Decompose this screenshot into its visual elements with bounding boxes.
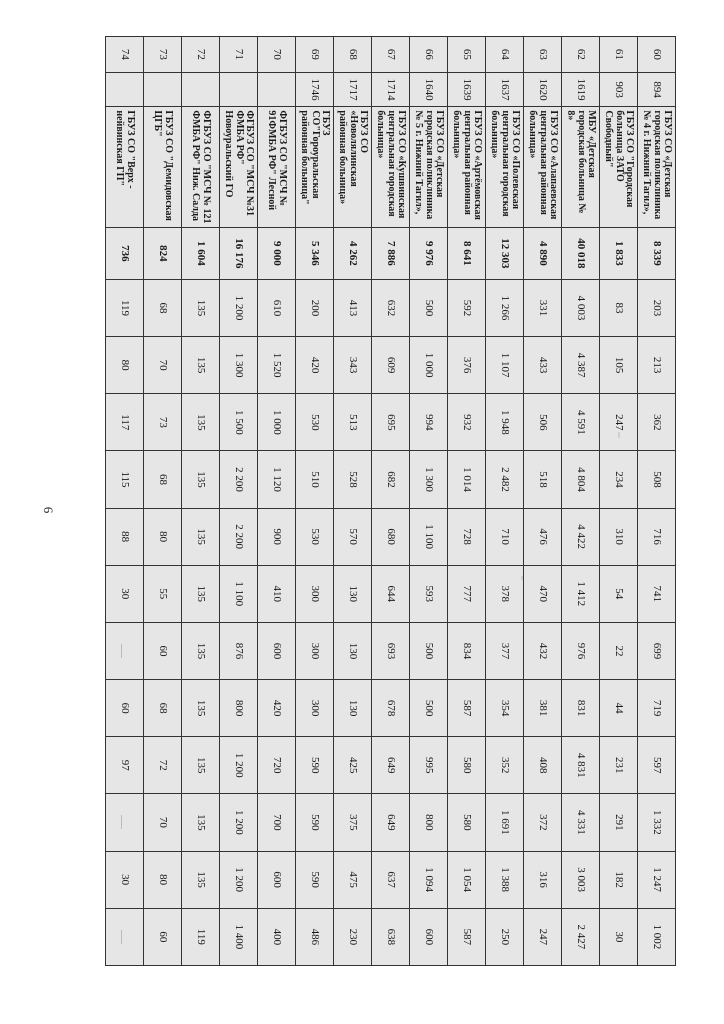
month-value-cell: 976 <box>562 622 600 679</box>
month-value-cell: 831 <box>562 680 600 737</box>
row-number-cell: 65 <box>448 37 486 73</box>
org-code-cell <box>106 72 144 107</box>
month-value-cell: 720 <box>258 737 296 794</box>
month-value-cell: 300 <box>296 622 334 679</box>
month-value-cell: 1 691 <box>486 794 524 851</box>
org-name-cell: ГБУЗ СО"Гороуральская районная больница" <box>296 107 334 227</box>
month-value-cell: 375 <box>334 794 372 851</box>
org-code-cell <box>220 72 258 107</box>
month-value-cell: 1 100 <box>410 508 448 565</box>
month-value-cell: 213 <box>638 337 676 394</box>
month-value-cell: 506 <box>524 394 562 451</box>
org-name-cell: ГБУЗ СО «Детская городская поликлиника № 5 г. Нижний Тагил», <box>410 107 448 227</box>
month-value-cell: 80 <box>144 851 182 908</box>
month-value-cell: 83 <box>600 279 638 336</box>
annual-total-cell: 8 339 <box>638 227 676 279</box>
month-value-cell: 500 <box>410 680 448 737</box>
month-value-cell: 510 <box>296 451 334 508</box>
month-value-cell: 649 <box>372 794 410 851</box>
month-value-cell: 4 804 <box>562 451 600 508</box>
org-name-cell: ФГБУЗ СО "МСЧ № 91ФМБА РФ" Лесной <box>258 107 296 227</box>
month-value-cell: 530 <box>296 394 334 451</box>
table-body <box>106 37 676 966</box>
month-value-cell: 741 <box>638 565 676 622</box>
annual-total-cell: 5 346 <box>296 227 334 279</box>
table-row <box>562 37 600 966</box>
month-value-cell: 682 <box>372 451 410 508</box>
month-value-cell: 105 <box>600 337 638 394</box>
month-value-cell: 432 <box>524 622 562 679</box>
month-value-cell: 2 482 <box>486 451 524 508</box>
month-value-cell: 500 <box>410 622 448 679</box>
month-value-cell: 590 <box>296 737 334 794</box>
month-value-cell: 352 <box>486 737 524 794</box>
month-value-cell: 710 <box>486 508 524 565</box>
month-value-cell: 4 003 <box>562 279 600 336</box>
table-row <box>182 37 220 966</box>
month-value-cell: 777 <box>448 565 486 622</box>
month-value-cell: 834 <box>448 622 486 679</box>
month-value-cell: 135 <box>182 794 220 851</box>
month-value-cell: 513 <box>334 394 372 451</box>
month-value-cell: 135 <box>182 508 220 565</box>
month-value-cell: 3 003 <box>562 851 600 908</box>
month-value-cell: 135 <box>182 622 220 679</box>
month-value-cell: 600 <box>410 908 448 965</box>
month-value-cell: 362 <box>638 394 676 451</box>
month-value-cell: 693 <box>372 622 410 679</box>
month-value-cell: 182 <box>600 851 638 908</box>
month-value-cell: 119 <box>106 279 144 336</box>
month-value-cell: 433 <box>524 337 562 394</box>
month-value-cell: 54 <box>600 565 638 622</box>
month-value-cell: 475 <box>334 851 372 908</box>
table-row <box>600 37 638 966</box>
month-value-cell: 115 <box>106 451 144 508</box>
org-code-cell <box>258 72 296 107</box>
month-value-cell: 4 331 <box>562 794 600 851</box>
org-name-cell: ГБУЗ СО "Городская больница ЗАТО Свободный" <box>600 107 638 227</box>
month-value-cell: 372 <box>524 794 562 851</box>
empty-cell-mark <box>121 815 122 829</box>
month-value-cell: 310 <box>600 508 638 565</box>
month-value-cell: 135 <box>182 565 220 622</box>
month-value-cell: 300 <box>296 680 334 737</box>
month-value-cell: 420 <box>296 337 334 394</box>
month-value-cell: 470 <box>524 565 562 622</box>
row-number-cell: 70 <box>258 37 296 73</box>
month-value-cell: 117 <box>106 394 144 451</box>
month-value-cell: 135 <box>182 851 220 908</box>
month-value-cell: 587 <box>448 680 486 737</box>
month-value-cell: 420 <box>258 680 296 737</box>
month-value-cell: 376 <box>448 337 486 394</box>
month-value-cell: 1 014 <box>448 451 486 508</box>
annual-total-cell: 4 890 <box>524 227 562 279</box>
month-value-cell: 425 <box>334 737 372 794</box>
month-value-cell: 88 <box>106 508 144 565</box>
month-value-cell: 291 <box>600 794 638 851</box>
org-name-cell: ГБУЗ СО "Демидовская ЦГБ" <box>144 107 182 227</box>
table-row <box>486 37 524 966</box>
annual-total-cell: 9 976 <box>410 227 448 279</box>
annual-total-cell: 736 <box>106 227 144 279</box>
month-value-cell: 22 <box>600 622 638 679</box>
month-value-cell: 300 <box>296 565 334 622</box>
month-value-cell: 200 <box>296 279 334 336</box>
month-value-cell: 73 <box>144 394 182 451</box>
month-value-cell: 70 <box>144 794 182 851</box>
data-table <box>105 36 676 966</box>
month-value-cell: 354 <box>486 680 524 737</box>
org-code-cell: 1619 <box>562 72 600 107</box>
org-code-cell: 903 <box>600 72 638 107</box>
month-value-cell: 592 <box>448 279 486 336</box>
month-value-cell: 680 <box>372 508 410 565</box>
row-number-cell: 68 <box>334 37 372 73</box>
month-value-cell: 247 <box>600 394 638 451</box>
month-value-cell: 234 <box>600 451 638 508</box>
month-value-cell: 135 <box>182 737 220 794</box>
org-code-cell: 894 <box>638 72 676 107</box>
month-value-cell: 500 <box>410 279 448 336</box>
table-row <box>372 37 410 966</box>
month-value-cell: 230 <box>334 908 372 965</box>
month-value-cell: 486 <box>296 908 334 965</box>
month-value-cell: 1 520 <box>258 337 296 394</box>
org-code-cell: 1620 <box>524 72 562 107</box>
row-number-cell: 71 <box>220 37 258 73</box>
month-value-cell: 30 <box>106 565 144 622</box>
org-code-cell <box>182 72 220 107</box>
month-value-cell: 649 <box>372 737 410 794</box>
org-code-cell: 1746 <box>296 72 334 107</box>
scan-speck <box>618 432 620 438</box>
month-value-cell: 476 <box>524 508 562 565</box>
month-value-cell: 518 <box>524 451 562 508</box>
month-value-cell: 44 <box>600 680 638 737</box>
month-value-cell: 130 <box>334 565 372 622</box>
month-value-cell: 130 <box>334 680 372 737</box>
row-number-cell: 61 <box>600 37 638 73</box>
row-number-cell: 73 <box>144 37 182 73</box>
month-value-cell: 413 <box>334 279 372 336</box>
annual-total-cell: 4 262 <box>334 227 372 279</box>
month-value-cell: 410 <box>258 565 296 622</box>
month-value-cell <box>106 908 144 965</box>
month-value-cell: 800 <box>220 680 258 737</box>
month-value-cell: 2 200 <box>220 508 258 565</box>
month-value-cell: 2 427 <box>562 908 600 965</box>
month-value-cell: 632 <box>372 279 410 336</box>
month-value-cell: 1 300 <box>410 451 448 508</box>
month-value-cell: 932 <box>448 394 486 451</box>
org-name-cell: ГБУЗ СО «Полевская центральная городская больница» <box>486 107 524 227</box>
month-value-cell: 130 <box>334 622 372 679</box>
month-value-cell: 590 <box>296 794 334 851</box>
month-value-cell: 60 <box>144 908 182 965</box>
month-value-cell: 1 100 <box>220 565 258 622</box>
month-value-cell: 135 <box>182 279 220 336</box>
month-value-cell: 1 247 <box>638 851 676 908</box>
scan-speck <box>521 576 523 580</box>
table-row <box>524 37 562 966</box>
org-code-cell: 1717 <box>334 72 372 107</box>
month-value-cell: 1 200 <box>220 279 258 336</box>
month-value-cell: 4 831 <box>562 737 600 794</box>
month-value-cell: 900 <box>258 508 296 565</box>
month-value-cell: 135 <box>182 394 220 451</box>
month-value-cell: 80 <box>106 337 144 394</box>
month-value-cell: 97 <box>106 737 144 794</box>
table-row <box>296 37 334 966</box>
month-value-cell: 597 <box>638 737 676 794</box>
org-code-cell: 1637 <box>486 72 524 107</box>
row-number-cell: 72 <box>182 37 220 73</box>
month-value-cell: 1 400 <box>220 908 258 965</box>
month-value-cell: 377 <box>486 622 524 679</box>
month-value-cell: 580 <box>448 737 486 794</box>
row-number-cell: 62 <box>562 37 600 73</box>
annual-total-cell: 9 000 <box>258 227 296 279</box>
month-value-cell: 1 332 <box>638 794 676 851</box>
month-value-cell: 644 <box>372 565 410 622</box>
month-value-cell: 1 200 <box>220 737 258 794</box>
month-value-cell: 600 <box>258 851 296 908</box>
table-row <box>106 37 144 966</box>
annual-total-cell: 16 176 <box>220 227 258 279</box>
month-value-cell: 1 107 <box>486 337 524 394</box>
month-value-cell: 1 266 <box>486 279 524 336</box>
org-code-cell: 1639 <box>448 72 486 107</box>
annual-total-cell: 40 018 <box>562 227 600 279</box>
month-value-cell: 1 054 <box>448 851 486 908</box>
month-value-cell: 250 <box>486 908 524 965</box>
month-value-cell: 1 120 <box>258 451 296 508</box>
org-name-cell: ФГБУЗ СО "МСЧ № 121 ФМБА РФ" Ниж. Салда <box>182 107 220 227</box>
month-value-cell: 876 <box>220 622 258 679</box>
org-name-cell: ГБУЗ СО «Новолялинская районная больница» <box>334 107 372 227</box>
month-value-cell: 1 412 <box>562 565 600 622</box>
month-value-cell: 80 <box>144 508 182 565</box>
month-value-cell: 508 <box>638 451 676 508</box>
month-value-cell: 530 <box>296 508 334 565</box>
month-value-cell: 119 <box>182 908 220 965</box>
table-row <box>448 37 486 966</box>
table-row <box>638 37 676 966</box>
month-value-cell: 800 <box>410 794 448 851</box>
annual-total-cell: 1 833 <box>600 227 638 279</box>
month-value-cell: 699 <box>638 622 676 679</box>
month-value-cell: 695 <box>372 394 410 451</box>
empty-cell-mark <box>121 644 122 658</box>
month-value-cell: 1 000 <box>258 394 296 451</box>
month-value-cell: 343 <box>334 337 372 394</box>
org-code-cell <box>144 72 182 107</box>
annual-total-cell: 8 641 <box>448 227 486 279</box>
row-number-cell: 63 <box>524 37 562 73</box>
month-value-cell: 590 <box>296 851 334 908</box>
month-value-cell: 1 002 <box>638 908 676 965</box>
month-value-cell: 719 <box>638 680 676 737</box>
month-value-cell: 728 <box>448 508 486 565</box>
month-value-cell: 135 <box>182 451 220 508</box>
month-value-cell: 587 <box>448 908 486 965</box>
month-value-cell: 1 948 <box>486 394 524 451</box>
month-value-cell: 331 <box>524 279 562 336</box>
month-value-cell: 994 <box>410 394 448 451</box>
month-value-cell: 4 387 <box>562 337 600 394</box>
empty-cell-mark <box>121 930 122 944</box>
table-row <box>144 37 182 966</box>
org-name-cell: ФГБУЗ СО "МСЧ №31 ФМБА РФ" Новоуральский ГО <box>220 107 258 227</box>
month-value-cell: 203 <box>638 279 676 336</box>
month-value-cell: 637 <box>372 851 410 908</box>
month-value-cell: 55 <box>144 565 182 622</box>
month-value-cell: 4 422 <box>562 508 600 565</box>
month-value-cell: 30 <box>106 851 144 908</box>
month-value-cell: 378 <box>486 565 524 622</box>
month-value-cell: 995 <box>410 737 448 794</box>
month-value-cell: 316 <box>524 851 562 908</box>
month-value-cell: 68 <box>144 680 182 737</box>
org-name-cell: ГБУЗ СО «Кушвинская центральная городская больница» <box>372 107 410 227</box>
month-value-cell: 1 000 <box>410 337 448 394</box>
month-value-cell: 4 591 <box>562 394 600 451</box>
month-value-cell: 135 <box>182 337 220 394</box>
row-number-cell: 60 <box>638 37 676 73</box>
month-value-cell: 247 <box>524 908 562 965</box>
row-number-cell: 74 <box>106 37 144 73</box>
table-row <box>220 37 258 966</box>
row-number-cell: 67 <box>372 37 410 73</box>
month-value-cell: 135 <box>182 680 220 737</box>
month-value-cell: 72 <box>144 737 182 794</box>
row-number-cell: 66 <box>410 37 448 73</box>
org-name-cell: ГБУЗ СО "Верх - нейвинская ГП" <box>106 107 144 227</box>
month-value-cell: 600 <box>258 622 296 679</box>
month-value-cell: 570 <box>334 508 372 565</box>
table-row <box>410 37 448 966</box>
month-value-cell: 610 <box>258 279 296 336</box>
annual-total-cell: 824 <box>144 227 182 279</box>
month-value-cell: 30 <box>600 908 638 965</box>
month-value-cell: 68 <box>144 451 182 508</box>
month-value-cell: 593 <box>410 565 448 622</box>
month-value-cell: 716 <box>638 508 676 565</box>
month-value-cell: 609 <box>372 337 410 394</box>
month-value-cell: 1 094 <box>410 851 448 908</box>
month-value-cell: 231 <box>600 737 638 794</box>
table-row <box>334 37 372 966</box>
month-value-cell: 1 500 <box>220 394 258 451</box>
month-value-cell: 60 <box>144 622 182 679</box>
month-value-cell: 1 200 <box>220 851 258 908</box>
table-row <box>258 37 296 966</box>
month-value-cell: 400 <box>258 908 296 965</box>
row-number-cell: 69 <box>296 37 334 73</box>
annual-total-cell: 12 303 <box>486 227 524 279</box>
annual-total-cell: 7 886 <box>372 227 410 279</box>
month-value-cell <box>106 622 144 679</box>
month-value-cell: 60 <box>106 680 144 737</box>
month-value-cell: 1 200 <box>220 794 258 851</box>
month-value-cell: 678 <box>372 680 410 737</box>
row-number-cell: 64 <box>486 37 524 73</box>
org-name-cell: МБУ «Детская городская больница № 8» <box>562 107 600 227</box>
month-value-cell: 528 <box>334 451 372 508</box>
page-number: 6 <box>41 506 56 514</box>
month-value-cell: 408 <box>524 737 562 794</box>
month-value-cell: 638 <box>372 908 410 965</box>
month-value-cell: 381 <box>524 680 562 737</box>
annual-total-cell: 1 604 <box>182 227 220 279</box>
org-name-cell: ГБУЗ СО «Артёмовская центральная районная больница» <box>448 107 486 227</box>
org-name-cell: ГБУЗ СО «Алапаевская центральная районная больница» <box>524 107 562 227</box>
month-value-cell <box>106 794 144 851</box>
org-code-cell: 1640 <box>410 72 448 107</box>
org-name-cell: ГБУЗ СО «Детская городская поликлиника № 4 г. Нижний Тагил», <box>638 107 676 227</box>
month-value-cell: 70 <box>144 337 182 394</box>
month-value-cell: 68 <box>144 279 182 336</box>
org-code-cell: 1714 <box>372 72 410 107</box>
month-value-cell: 1 300 <box>220 337 258 394</box>
month-value-cell: 2 200 <box>220 451 258 508</box>
data-table-rotated <box>54 36 676 966</box>
month-value-cell: 1 388 <box>486 851 524 908</box>
month-value-cell: 580 <box>448 794 486 851</box>
month-value-cell: 700 <box>258 794 296 851</box>
